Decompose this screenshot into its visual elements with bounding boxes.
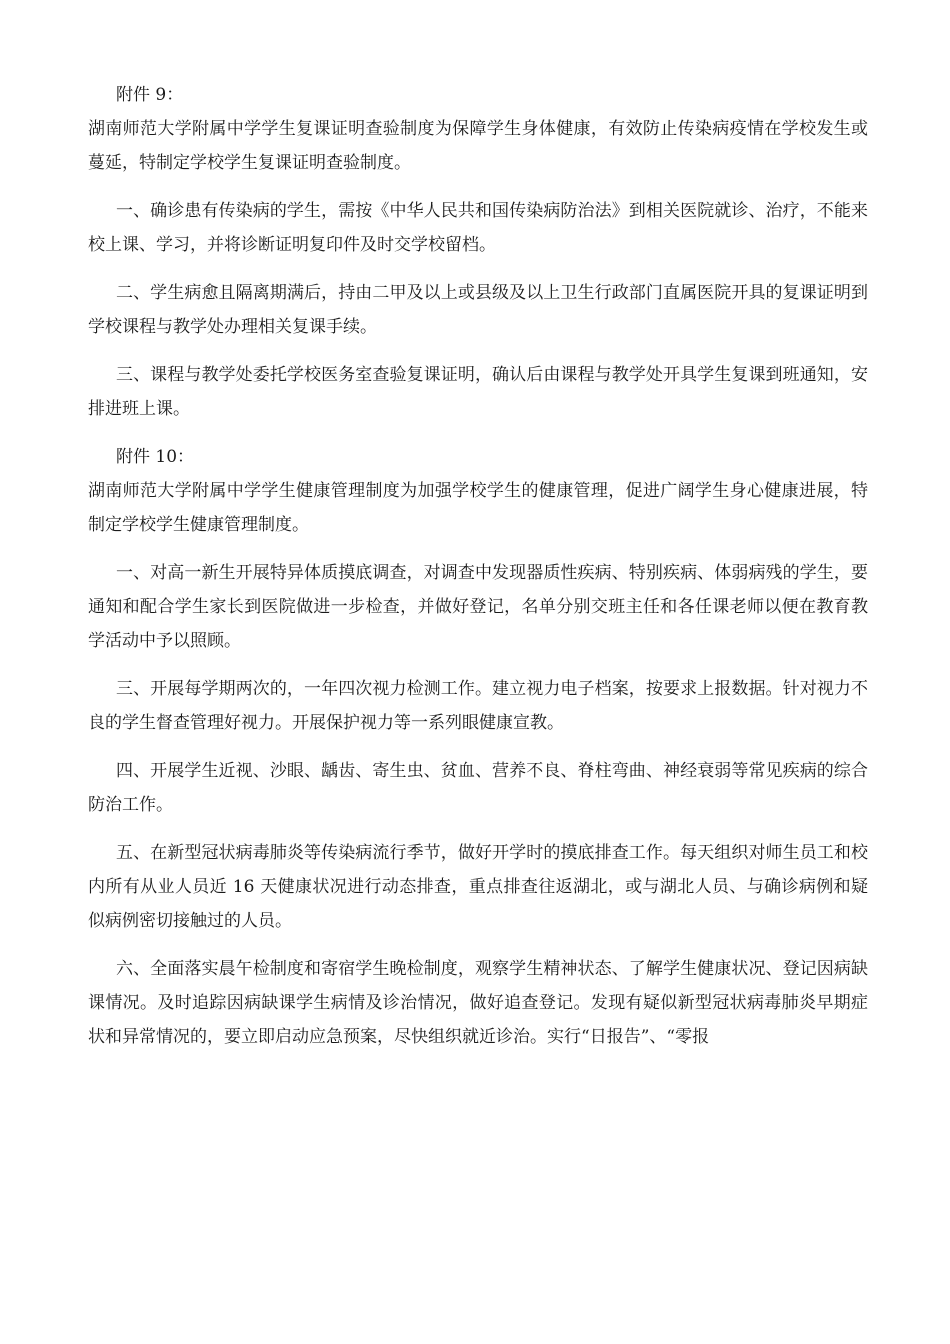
attachment-10-item-3: 三、开展每学期两次的，一年四次视力检测工作。建立视力电子档案，按要求上报数据。针对视力不良的学生督查管理好视力。开展保护视力等一系列眼健康宣教。 bbox=[88, 679, 868, 733]
attachment-9-label: 附件 9： bbox=[116, 85, 184, 105]
attachment-10-item-1: 一、对高一新生开展特异体质摸底调查，对调查中发现器质性疾病、特别疾病、体弱病残的学生，要通知和配合学生家长到医院做进一步检查，并做好登记，名单分别交班主任和各任课老师以便在教育教学活动中予以照顾。 bbox=[88, 563, 868, 651]
document-page bbox=[88, 78, 868, 1068]
attachment-9-item-2: 二、学生病愈且隔离期满后，持由二甲及以上或县级及以上卫生行政部门直属医院开具的复课证明到学校课程与教学处办理相关复课手续。 bbox=[88, 283, 868, 337]
attachment-10-item-5: 五、在新型冠状病毒肺炎等传染病流行季节，做好开学时的摸底排查工作。每天组织对师生员工和校内所有从业人员近 16 天健康状况进行动态排查，重点排查往返湖北，或与湖北人员、与确诊病例和疑似病例密切接触过的人员。 bbox=[88, 843, 868, 931]
attachment-9-intro: 湖南师范大学附属中学学生复课证明查验制度为保障学生身体健康，有效防止传染病疫情在学校发生或蔓延，特制定学校学生复课证明查验制度。 bbox=[88, 119, 868, 173]
attachment-9-item-3: 三、课程与教学处委托学校医务室查验复课证明，确认后由课程与教学处开具学生复课到班通知，安排进班上课。 bbox=[88, 365, 868, 419]
attachment-10-item-6: 六、全面落实晨午检制度和寄宿学生晚检制度，观察学生精神状态、了解学生健康状况、登记因病缺课情况。及时追踪因病缺课学生病情及诊治情况，做好追查登记。发现有疑似新型冠状病毒肺炎早期症状和异常情况的，要立即启动应急预案，尽快组织就近诊治。实行“日报告”、“零报 bbox=[88, 959, 868, 1047]
attachment-10-label: 附件 10： bbox=[116, 447, 195, 467]
attachment-10-item-4: 四、开展学生近视、沙眼、龋齿、寄生虫、贫血、营养不良、脊柱弯曲、神经衰弱等常见疾病的综合防治工作。 bbox=[88, 761, 868, 815]
attachment-9-item-1: 一、确诊患有传染病的学生，需按《中华人民共和国传染病防治法》到相关医院就诊、治疗，不能来校上课、学习，并将诊断证明复印件及时交学校留档。 bbox=[88, 201, 868, 255]
attachment-10-intro: 湖南师范大学附属中学学生健康管理制度为加强学校学生的健康管理，促进广阔学生身心健康进展，特制定学校学生健康管理制度。 bbox=[88, 481, 868, 535]
